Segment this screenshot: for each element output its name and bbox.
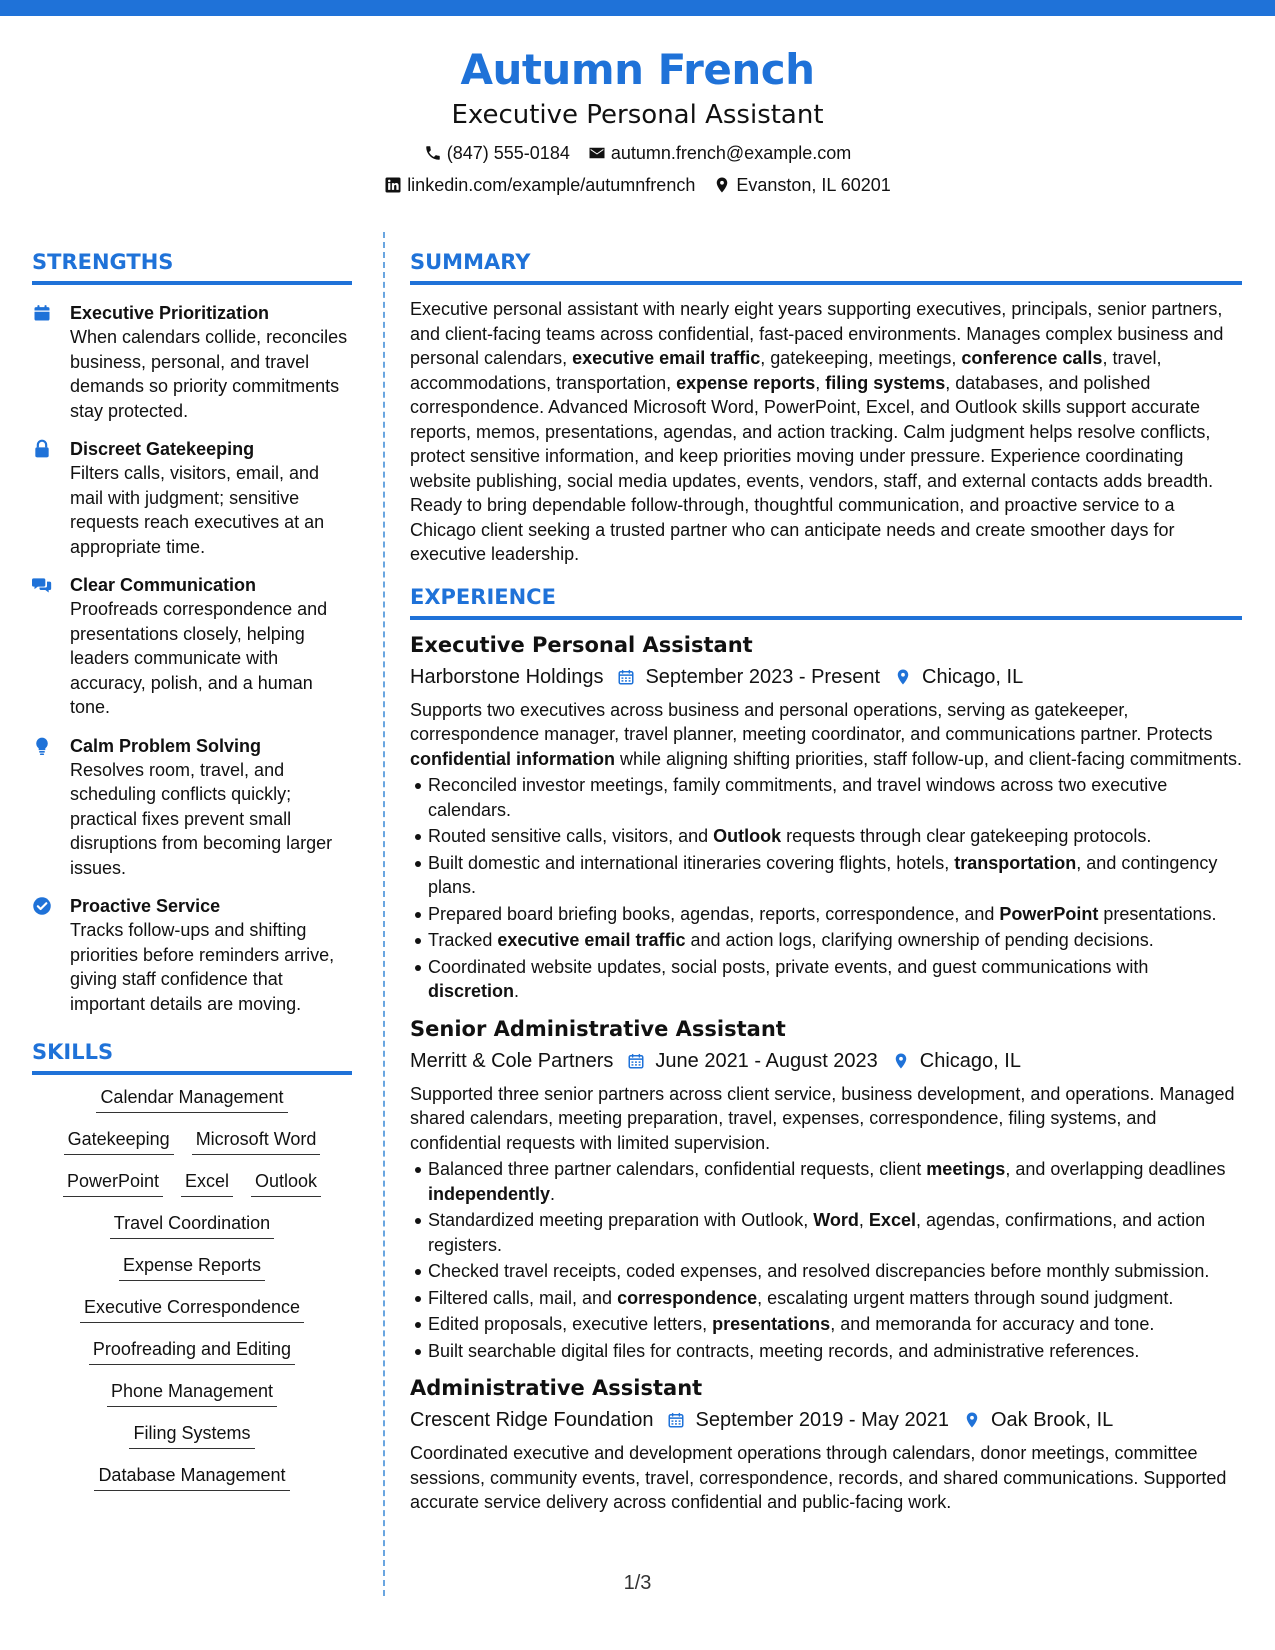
job-entry <box>410 630 1242 1004</box>
left-column <box>32 248 352 1491</box>
strength-body <box>70 437 352 559</box>
skill-tag: Gatekeeping <box>64 1127 174 1155</box>
job-company: Harborstone Holdings <box>410 665 604 688</box>
candidate-name: Autumn French <box>460 45 815 94</box>
text-run: Built domestic and international itineraries covering flights, hotels, <box>428 852 955 873</box>
skill-row <box>32 1295 352 1323</box>
bold-keyword: independently <box>428 1183 551 1204</box>
envelope-icon <box>588 144 606 162</box>
text-run: , and overlapping deadlines <box>1005 1159 1226 1179</box>
strength-body <box>70 894 352 1016</box>
job-entry <box>410 1373 1242 1515</box>
page-number: 1/3 <box>623 1572 652 1594</box>
bullet-item <box>428 851 1242 900</box>
comments-icon <box>32 573 70 720</box>
calendar-icon <box>32 301 70 423</box>
skill-row <box>32 1211 352 1239</box>
strength-item <box>32 734 352 881</box>
email-item[interactable] <box>588 142 851 164</box>
job-dates: June 2021 - August 2023 <box>655 1049 878 1072</box>
contact-row-1 <box>0 142 1275 164</box>
bold-keyword: meetings <box>926 1159 1006 1179</box>
bullet-item <box>428 773 1242 822</box>
linkedin-icon <box>384 176 402 194</box>
bullet-item <box>428 928 1242 953</box>
text-run: , and contingency plans. <box>428 852 1218 897</box>
strength-desc: Proofreads correspondence and presentations closely, helping leaders communicate with accuracy, polish, and a human tone. <box>70 599 328 717</box>
skill-row <box>32 1169 352 1197</box>
strength-body <box>70 301 352 423</box>
strength-item <box>32 894 352 1016</box>
job-title: Senior Administrative Assistant <box>410 1016 786 1041</box>
bold-keyword: expense reports <box>676 372 816 393</box>
skill-tag: Proofreading and Editing <box>89 1337 295 1365</box>
bullet-item <box>428 1259 1242 1284</box>
skill-row <box>32 1337 352 1365</box>
bold-keyword: presentations <box>712 1314 831 1334</box>
text-run: Built searchable digital files for contracts, meeting records, and administrative references. <box>428 1340 1140 1361</box>
summary-text <box>410 297 1242 567</box>
text-run: Prepared board briefing books, agendas, reports, correspondence, and <box>428 903 1000 924</box>
job-location: Oak Brook, IL <box>990 1409 1114 1431</box>
skill-tag: Calendar Management <box>96 1085 287 1113</box>
top-accent-bar <box>0 0 1275 16</box>
text-run: requests through clear gatekeeping protocols. <box>781 826 1152 846</box>
text-run: Checked travel receipts, coded expenses, and resolved discrepancies before monthly submission. <box>428 1261 1210 1281</box>
skill-tag: Microsoft Word <box>192 1127 321 1155</box>
skill-row <box>32 1253 352 1281</box>
skills-list <box>32 1085 352 1491</box>
text-run: and action logs, clarifying ownership of pending decisions. <box>685 930 1154 950</box>
text-run: , <box>858 1210 869 1230</box>
job-title: Executive Personal Assistant <box>410 632 753 657</box>
strength-body <box>70 734 352 881</box>
text-run: , and memoranda for accuracy and tone. <box>830 1314 1155 1334</box>
bold-keyword: confidential information <box>410 748 615 769</box>
text-run: , agendas, confirmations, and action registers. <box>428 1210 1206 1255</box>
skill-tag: Outlook <box>251 1169 321 1197</box>
text-run: presentations. <box>1098 903 1217 924</box>
map-pin-icon <box>949 1410 991 1430</box>
job-entry <box>410 1014 1242 1364</box>
strengths-list <box>32 301 352 1016</box>
text-run: , <box>815 372 826 393</box>
bold-keyword: conference calls <box>961 348 1103 368</box>
linkedin-text[interactable]: linkedin.com/example/autumnfrench <box>407 175 696 195</box>
column-divider <box>383 232 385 1596</box>
bold-keyword: executive email traffic <box>572 348 761 368</box>
skill-row <box>32 1085 352 1113</box>
skill-tag: Filing Systems <box>129 1421 254 1449</box>
skill-tag: Phone Management <box>107 1379 277 1407</box>
text-run: , databases, and polished correspondence. Advanced Microsoft Word, PowerPoint, Excel, and Outlook skills support accurate reports, memos, presentations, agendas, and action tracking. Calm judgment helps resolve conflicts, protect sensitive information, and keep priorities moving under pressure. Experience coordinating website publishing, social media updates, events, vendors, staff, and external contacts adds breadth. Ready to bring dependable follow-through, thoughtful communication, and proactive service to a Chicago client seeking a trusted partner who can anticipate needs and create smoother days for executive leadership. <box>410 372 1214 564</box>
summary-heading: SUMMARY <box>410 248 1242 285</box>
job-description <box>410 1082 1242 1156</box>
text-run: Executive personal assistant with nearly eight years supporting executives, principals, senior partners, and client-facing teams across confidential, fast-paced environments. Manages complex business and personal calendars, <box>410 299 1224 368</box>
contact-row-2 <box>0 174 1275 196</box>
bullet-item <box>428 1157 1242 1206</box>
lightbulb-icon <box>32 734 70 881</box>
map-pin-icon <box>880 667 922 687</box>
job-meta <box>410 662 1242 692</box>
text-run: Supports two executives across business and personal operations, serving as gatekeeper, correspondence manager, travel planner, meeting coordinator, and communications partner. Protects <box>410 699 1213 744</box>
text-run: Edited proposals, executive letters, <box>428 1314 713 1334</box>
text-run: Reconciled investor meetings, family commitments, and travel windows across two executive calendars. <box>428 775 1168 820</box>
strength-title: Proactive Service <box>70 896 221 916</box>
text-run: , travel, accommodations, transportation, <box>410 348 1162 393</box>
text-run: Supported three senior partners across client service, business development, and operations. Managed shared calendars, meeting preparation, travel, expenses, correspondence, filing systems, and confidential requests with limited supervision. <box>410 1083 1235 1153</box>
job-dates: September 2019 - May 2021 <box>695 1409 949 1431</box>
text-run: while aligning shifting priorities, staff follow-up, and client-facing commitments. <box>615 748 1242 769</box>
text-run: Standardized meeting preparation with Outlook, <box>428 1210 814 1230</box>
strength-body <box>70 573 352 720</box>
job-location: Chicago, IL <box>922 665 1024 688</box>
skill-tag: Travel Coordination <box>110 1211 274 1239</box>
job-company: Merritt & Cole Partners <box>410 1049 614 1072</box>
bold-keyword: executive email traffic <box>497 930 686 950</box>
bullet-item <box>428 1339 1242 1364</box>
job-meta <box>410 1405 1242 1435</box>
candidate-title: Executive Personal Assistant <box>451 100 824 130</box>
bold-keyword: Excel <box>868 1210 916 1230</box>
text-run: , gatekeeping, meetings, <box>760 348 962 368</box>
bullet-item <box>428 1312 1242 1337</box>
job-bullets <box>410 773 1242 1004</box>
bold-keyword: Outlook <box>713 826 782 846</box>
calendar-icon <box>603 667 645 687</box>
text-run: . <box>550 1183 556 1204</box>
bullet-item <box>428 955 1242 1004</box>
job-bullets <box>410 1157 1242 1363</box>
bold-keyword: filing systems <box>825 372 946 393</box>
bullet-item <box>428 902 1242 927</box>
skill-tag: PowerPoint <box>63 1169 163 1197</box>
job-description <box>410 1441 1242 1515</box>
lock-icon <box>32 437 70 559</box>
map-pin-icon <box>713 176 731 194</box>
skill-tag: Expense Reports <box>119 1253 265 1281</box>
bullet-item <box>428 824 1242 849</box>
text-run: Routed sensitive calls, visitors, and <box>428 826 714 846</box>
bold-keyword: discretion <box>428 981 515 1001</box>
calendar-icon <box>613 1051 655 1071</box>
text-run: , escalating urgent matters through sound judgment. <box>757 1287 1174 1308</box>
check-circle-icon <box>32 894 70 1016</box>
strength-item <box>32 301 352 423</box>
strength-desc: Filters calls, visitors, email, and mail with judgment; sensitive requests reach executives at an appropriate time. <box>70 463 325 557</box>
skill-row <box>32 1127 352 1155</box>
strength-desc: Tracks follow-ups and shifting priorities before reminders arrive, giving staff confidence that important details are moving. <box>70 920 335 1014</box>
job-description <box>410 698 1242 772</box>
text-run: . <box>514 981 520 1001</box>
location-text: Evanston, IL 60201 <box>736 175 891 195</box>
bold-keyword: Word <box>813 1210 859 1230</box>
skill-tag: Database Management <box>94 1463 289 1491</box>
strength-title: Discreet Gatekeeping <box>70 439 255 459</box>
skills-heading: SKILLS <box>32 1038 352 1075</box>
calendar-icon <box>653 1410 695 1430</box>
jobs-list <box>410 630 1242 1515</box>
linkedin-item[interactable] <box>384 174 695 196</box>
strength-title: Executive Prioritization <box>70 303 270 323</box>
strengths-heading: STRENGTHS <box>32 248 352 285</box>
bold-keyword: correspondence <box>617 1287 758 1308</box>
skill-tag: Excel <box>181 1169 233 1197</box>
text-run: Tracked <box>428 930 498 950</box>
job-dates: September 2023 - Present <box>645 665 881 688</box>
strength-item <box>32 573 352 720</box>
strength-title: Clear Communication <box>70 575 257 595</box>
job-title: Administrative Assistant <box>410 1376 703 1400</box>
bullet-item <box>428 1286 1242 1311</box>
job-location: Chicago, IL <box>919 1049 1021 1072</box>
map-pin-icon <box>878 1051 920 1071</box>
bold-keyword: transportation <box>954 852 1077 873</box>
strength-desc: Resolves room, travel, and scheduling conflicts quickly; practical fixes prevent small disruptions from becoming larger issues. <box>70 759 333 878</box>
right-column <box>410 248 1242 1515</box>
email-text[interactable]: autumn.french@example.com <box>610 143 852 163</box>
phone-icon <box>424 144 442 162</box>
strength-item <box>32 437 352 559</box>
skill-row <box>32 1379 352 1407</box>
resume-header <box>0 44 1275 196</box>
text-run: Coordinated executive and development operations through calendars, donor meetings, committee sessions, community events, travel, correspondence, records, and shared communications. Supported accurate service delivery across confidential and public-facing work. <box>410 1443 1227 1512</box>
text-run: Coordinated website updates, social posts, private events, and guest communications with <box>428 956 1149 977</box>
bullet-item <box>428 1208 1242 1257</box>
strength-desc: When calendars collide, reconciles business, personal, and travel demands so priority commitments stay protected. <box>70 327 348 421</box>
phone-text: (847) 555-0184 <box>446 143 570 163</box>
phone-item <box>424 142 570 164</box>
bold-keyword: PowerPoint <box>999 903 1099 924</box>
text-run: Filtered calls, mail, and <box>428 1287 618 1308</box>
text-run: Balanced three partner calendars, confidential requests, client <box>428 1159 927 1179</box>
skill-row <box>32 1463 352 1491</box>
experience-heading: EXPERIENCE <box>410 583 1242 620</box>
skill-row <box>32 1421 352 1449</box>
strength-title: Calm Problem Solving <box>70 735 262 756</box>
job-company: Crescent Ridge Foundation <box>410 1409 654 1431</box>
job-meta <box>410 1046 1242 1076</box>
skill-tag: Executive Correspondence <box>80 1295 304 1323</box>
location-item <box>713 174 890 196</box>
